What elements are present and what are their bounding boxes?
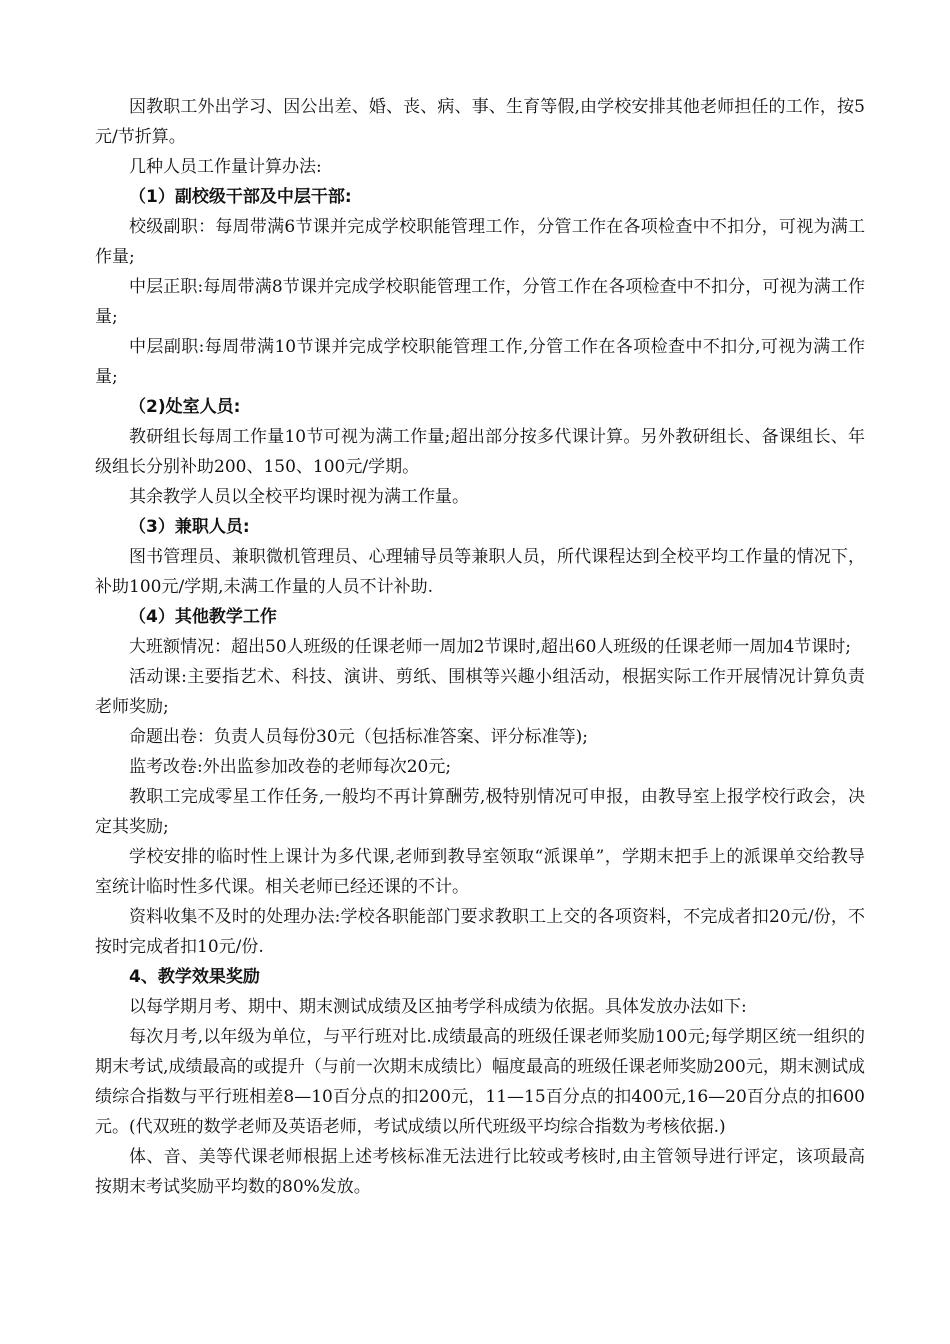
paragraph: 教研组长每周工作量10节可视为满工作量;超出部分按多代课计算。另外教研组长、备课组长、年级组长分别补助200、150、100元/学期。 — [95, 427, 865, 477]
paragraph: 因教职工外出学习、因公出差、婚、丧、病、事、生育等假,由学校安排其他老师担任的工作，按5元/节折算。 — [95, 97, 865, 147]
paragraph: 以每学期月考、期中、期末测试成绩及区抽考学科成绩为依据。具体发放办法如下: — [129, 997, 747, 1017]
paragraph: 每次月考,以年级为单位，与平行班对比.成绩最高的班级任课老师奖励100元;每学期区统一组织的期末考试,成绩最高的或提升（与前一次期末成绩比）幅度最高的班级任课老师奖励200元，期末测试成绩综合指数与平行班相差8—10百分点的扣200元，11—15百分点的扣400元,16—20百分点的扣600元。(代双班的数学老师及英语老师，考试成绩以所代班级平均综合指数为考核依据.) — [95, 1027, 865, 1137]
document-body — [95, 92, 865, 1202]
paragraph: 中层副职:每周带满10节课并完成学校职能管理工作,分管工作在各项检查中不扣分,可视为满工作量; — [95, 337, 865, 387]
paragraph: 监考改卷:外出监参加改卷的老师每次20元; — [129, 757, 452, 777]
paragraph: 大班额情况：超出50人班级的任课老师一周加2节课时,超出60人班级的任课老师一周加4节课时; — [129, 637, 852, 657]
paragraph: 中层正职:每周带满8节课并完成学校职能管理工作，分管工作在各项检查中不扣分，可视为满工作量; — [95, 277, 865, 327]
section-heading: （4）其他教学工作 — [129, 607, 277, 627]
paragraph: 几种人员工作量计算办法: — [129, 157, 322, 177]
paragraph: 学校安排的临时性上课计为多代课,老师到教导室领取“派课单”，学期末把手上的派课单交给教导室统计临时性多代课。相关老师已经还课的不计。 — [95, 847, 865, 897]
paragraph: 教职工完成零星工作任务,一般均不再计算酬劳,极特别情况可申报，由教导室上报学校行政会，决定其奖励; — [95, 787, 865, 837]
paragraph: 活动课:主要指艺术、科技、演讲、剪纸、围棋等兴趣小组活动，根据实际工作开展情况计算负责老师奖励; — [95, 667, 865, 717]
section-heading: （3）兼职人员: — [129, 517, 250, 537]
paragraph: 资料收集不及时的处理办法:学校各职能部门要求教职工上交的各项资料，不完成者扣20元/份，不按时完成者扣10元/份. — [95, 907, 865, 957]
paragraph: 图书管理员、兼职微机管理员、心理辅导员等兼职人员，所代课程达到全校平均工作量的情况下，补助100元/学期,未满工作量的人员不计补助. — [95, 547, 865, 597]
section-heading: 4、教学效果奖励 — [129, 967, 260, 987]
section-heading: （2)处室人员: — [129, 397, 241, 417]
section-heading: （1）副校级干部及中层干部: — [129, 187, 352, 207]
paragraph: 体、音、美等代课老师根据上述考核标准无法进行比较或考核时,由主管领导进行评定，该项最高按期末考试奖励平均数的80%发放。 — [95, 1147, 865, 1197]
paragraph: 其余教学人员以全校平均课时视为满工作量。 — [129, 487, 469, 507]
paragraph: 校级副职：每周带满6节课并完成学校职能管理工作，分管工作在各项检查中不扣分，可视为满工作量; — [95, 217, 865, 267]
paragraph: 命题出卷：负责人员每份30元（包括标准答案、评分标准等); — [129, 727, 588, 747]
